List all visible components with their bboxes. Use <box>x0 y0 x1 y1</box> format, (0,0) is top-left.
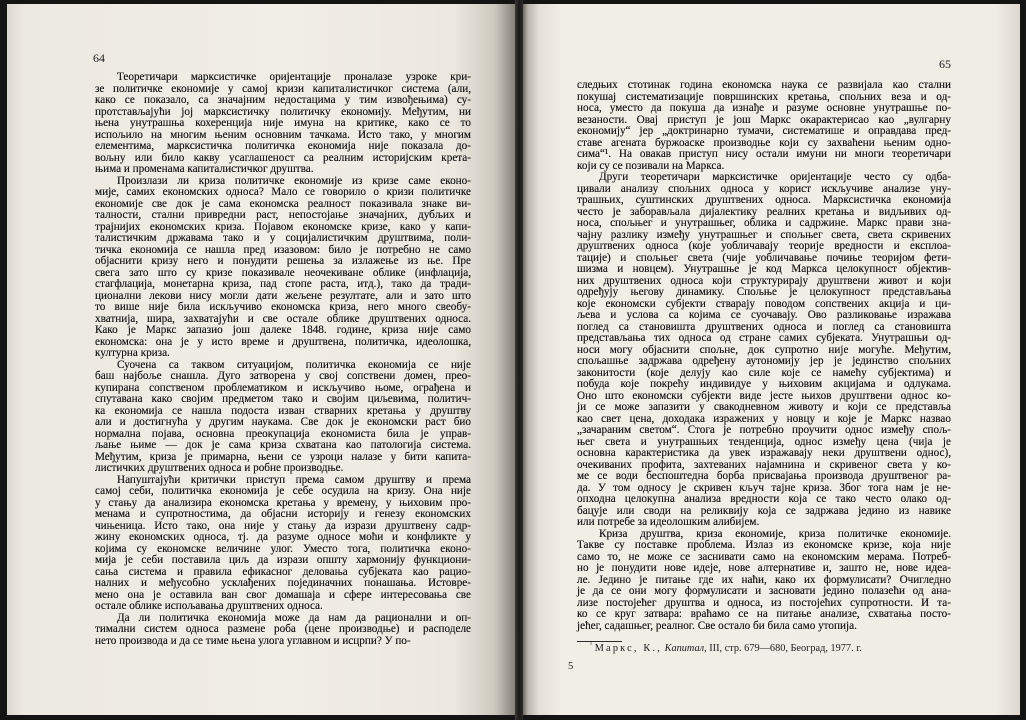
text-line: покушај систематизације површинских кретања, спољних веза и од- <box>577 90 951 103</box>
text-line: поглед са становишта друштвених односа и поглед са становишта <box>577 320 951 333</box>
text-line: протстављајући јој марксистичку политичку економију. Међутим, ни <box>95 105 471 118</box>
text-line: самој себи, политичка економија је себе осудила на кризу. Она није <box>95 485 471 497</box>
text-line: спутавана како својим предметом тако и својим циљевима, политич- <box>95 393 471 405</box>
text-line: очекиваних профита, захтеваних најамнина и скривеног света у ко- <box>577 458 951 471</box>
text-line: везаности. Овај приступ је још Маркс окарактерисао као „вулгарну <box>577 113 951 126</box>
text-line: Теоретичари марксистичке оријентације проналазе узроке кри- <box>117 71 471 83</box>
text-line: љање њиме — док је сама криза схватана као патологија система. <box>95 439 471 451</box>
signature-mark: 5 <box>568 661 574 672</box>
text-line: листичких друштвених односа и робне производње. <box>95 462 344 474</box>
text-line: који су се позивали на Маркса. <box>577 159 725 172</box>
text-line: нето производа и да се тиме њена улога углавном и исцрпи? У по- <box>95 634 411 647</box>
footnote-title: Капитал <box>664 643 705 654</box>
text-line: остале облике испољавања друштвених односа. <box>95 600 323 612</box>
text-line: којима су економске величине улог. Уместо тога, политичка еконо- <box>95 542 471 555</box>
text-line: Напуштајући критички приступ према самом друштву и према <box>117 473 471 486</box>
text-line: ле. Једино је питање где их наћи, како их формулисати? Очигледно <box>577 573 951 586</box>
text-line: трашњих, суштинских друштвених односа. Марксистичка економија <box>577 194 951 206</box>
text-line: хватнија, шира, захватајући и све остале облике друштвених односа. <box>95 312 471 325</box>
text-line: љева и услова са којима се суочавају. Ово разликовање изражава <box>577 309 951 321</box>
text-line: да. У том односу је скривен кључ тајне криза. Због тога нам је не- <box>577 481 951 494</box>
text-line: јећег, садашњег, реалног. Све остало би била само утопија. <box>577 619 857 632</box>
text-line: како се показало, са значајним недостацима у тим извођењима) су- <box>95 94 471 106</box>
paragraph <box>95 475 471 613</box>
body-text <box>95 72 471 647</box>
text-line: носи могу објаснити спољне, док супротно није могуће. Међутим, <box>577 343 951 356</box>
footnote <box>590 640 862 655</box>
text-line: лизе постојећег друштва и односа, из постојећих супротности. И та- <box>577 596 951 609</box>
text-line: Оно што економски субјекти виде јесте њихов друштвени однос ко- <box>577 389 951 402</box>
footnote-author: Маркс, К., <box>594 643 663 654</box>
text-line: свега зато што су кризе показивале неочекиване облике (инфлација, <box>95 266 471 279</box>
text-line: жину економских односа, тј. да разуме односе моћи и конфликте у <box>95 531 471 543</box>
text-line: менама и супротностима, да објасни историју и генезу економских <box>95 508 471 520</box>
text-line: носа, спољњег и унутрашњег, облика и садржине. Маркс прави зна- <box>577 217 951 229</box>
text-line: ка економија се нашла подоста изван стварних кретања у друштву <box>95 404 471 417</box>
text-line: мено она је оставила ван свог домашаја и сфере интересовања све <box>95 588 471 601</box>
footnote-marker: ¹ <box>590 640 593 649</box>
text-line: објаснити кризу него и понудити решења за излажење из ње. Пре <box>95 255 471 267</box>
text-line: у стању да анализира економска кретања у времену, у њиховим про- <box>95 496 471 509</box>
text-line: економије све док је сама економска реалност показивала знаке ви- <box>95 197 471 210</box>
text-line: Међутим, криза је примарна, њени се узроци налазе у бити капита- <box>95 450 471 463</box>
text-line: њег света и унутрашњих тенденција, однос између цена (чија је <box>577 435 951 448</box>
left-page <box>7 4 515 715</box>
text-line: економска: она је у исто време и друштвена, политичка, идеолошка, <box>95 335 471 348</box>
text-line: одређују његову динамику. Спољње је целокупност представљања <box>577 286 951 298</box>
text-line: основна карактеристика да увек изражавају неки друштвени однос), <box>577 447 951 459</box>
text-line: опходна целокупна анализа вредности која се тако често олако од- <box>577 493 951 505</box>
book-gutter <box>515 0 523 720</box>
paragraph <box>577 529 951 633</box>
text-line: сања система и правила ефикасног деловања субјеката као рацио- <box>95 565 471 578</box>
text-line: Да ли политичка економија може да нам да рационални и оп- <box>117 611 471 624</box>
text-line: стагфлација, монетарна криза, пад стопе раста, итд.), тако да тради- <box>95 278 471 290</box>
text-line: али и достигнућа у другим наукама. Све док је економски раст био <box>95 416 471 428</box>
text-line: цивали анализу спољних односа у корист искључиве анализе уну- <box>577 182 951 195</box>
text-line: је да се они могу формулисати и засновати једино полазећи од ана- <box>577 585 951 597</box>
text-line: тације) и спољњег света (чије уобличавање почиње теоријом фети- <box>577 251 951 264</box>
footnote-details: , III, стр. 679—680, Београд, 1977. г. <box>704 643 862 654</box>
text-line: ме се води беспоштедна борба присвајања производа друштвеног ра- <box>577 470 951 482</box>
text-line: ционални лекови нису могли дати жељене резултате, али и зато што <box>95 289 471 302</box>
text-line: често је заборављала дијалектику реалних кретања и видљивих од- <box>577 205 951 218</box>
paragraph <box>95 360 471 475</box>
text-line: следњих стотинак година економска наука се развијала као стални <box>577 79 951 91</box>
text-line: као свет цена, доходака изражених у новцу и које је Маркс назвао <box>577 412 951 425</box>
text-line: елементима, марксистичка политичка економија није показала до- <box>95 140 471 152</box>
right-page <box>523 4 1020 715</box>
text-line: Суочена са таквом ситуацијом, политичка економија се није <box>117 358 471 371</box>
text-line: законитости (које делују као силе које се намећу субјектима) и <box>577 366 951 379</box>
footnote-rule <box>577 641 622 642</box>
text-line: представљања тих односа од стране самих субјеката. Унутрашњи од- <box>577 332 951 344</box>
text-line: њена унутрашња кохеренција није имуна на критике, како се то <box>95 117 471 129</box>
text-line: баш најбоље снашла. Дуго затворена у свој сопствени домен, прео- <box>95 370 471 382</box>
text-line: ставе агената буржоаске производње који су захваћени њеним одно- <box>577 136 951 149</box>
text-line: Такве су поставке проблема. Излаз из економске кризе, која није <box>577 539 951 551</box>
text-line: спољашње задржава одређену аутономију јер је јединство спољних <box>577 355 951 367</box>
text-line: тимални систем односа размене роба (цене производње) и расподеле <box>95 623 471 635</box>
text-line: тичка економија се нашла пред изазовом: било је потребно не само <box>95 243 471 256</box>
body-text <box>577 80 951 632</box>
page-number: 64 <box>93 51 105 65</box>
text-line: талистичким државама тако и у социјалистичким друштвима, поли- <box>95 232 471 244</box>
text-line: носа, уместо да покуша да изнађе и разуме основне унутрашње по- <box>577 102 951 114</box>
text-line: шизма и новцем). Унутрашње је код Маркса целокупност објектив- <box>577 263 951 275</box>
paragraph <box>577 172 951 529</box>
text-line: испољило на многим њеним основним тачкама. Исто тако, у многим <box>95 128 471 141</box>
text-line: мија је себи поставила циљ да изрази општу хармонију функциони- <box>95 554 471 566</box>
text-line: Како је Маркс запазио још далеке 1848. године, криза није само <box>95 324 471 336</box>
text-line: чињеница. Исто тако, она није у стању да изрази друштвену садр- <box>95 519 471 532</box>
text-line: које економски субјекти стварају поводом сопствених акција и ци- <box>577 297 951 310</box>
paragraph <box>577 80 951 172</box>
paragraph <box>95 613 471 648</box>
text-line: побуда које покрећу индивидуе у њиховим акцијама и одлукама. <box>577 378 951 390</box>
text-line: сима“¹. На овакав приступ нису остали имуни ни многи теоретичари <box>577 148 951 160</box>
text-line: налних и међусобно усклађених појединачних понашања. Истовре- <box>95 577 471 589</box>
text-line: зе политичке економије у самој кризи капиталистичког система (али, <box>95 82 471 95</box>
text-line: купирана сопственом проблематиком и искључиво њоме, ограђена и <box>95 381 471 394</box>
paragraph <box>95 72 471 176</box>
text-line: Криза друштва, криза економије, криза политичке економије. <box>599 527 951 540</box>
text-line: то више није била искључиво економска криза, него много свеобу- <box>95 301 471 313</box>
text-line: них друштвених односа који структурирају друштвени живот и који <box>577 274 951 287</box>
text-line: ко се круг затвара: враћамо се на питање анализе, схватања посто- <box>577 608 951 620</box>
text-line: „зачараним светом“. Стога је потребно проучити однос између спољ- <box>577 424 951 436</box>
text-line: мије, самих економских односа? Мало се говорило о кризи политичке <box>95 186 471 198</box>
page-number: 65 <box>939 57 951 71</box>
text-line: или потребе за идеолошким алибијем. <box>577 516 760 528</box>
text-line: Други теоретичари марксистичке оријентације често су одба- <box>599 171 951 183</box>
text-line: но је понудити нове идеје, нове алтернативе и, зашто не, нове идеа- <box>577 562 951 574</box>
text-line: економију“ јер „доктринарно тумачи, систематише и оправдава пред- <box>577 125 951 137</box>
text-line: нормална појава, основна преокупација економиста била је управ- <box>95 427 471 440</box>
text-line: чајну разлику између унутрашњег и спољњег света, света скривених <box>577 228 951 241</box>
text-line: трајнијих економских криза. Појавом економске кризе, како у капи- <box>95 220 471 233</box>
text-line: вољну или било какву усаглашеност са реалним историјским крета- <box>95 151 471 164</box>
text-line: талности, стални привредни раст, непостојање значајних, дубљих и <box>95 209 471 221</box>
text-line: културна криза. <box>95 347 170 359</box>
text-line: њима и променама капиталистичког друштва. <box>95 163 314 175</box>
paragraph <box>95 176 471 360</box>
text-line: само то, не може се заснивати само на економским мерама. Потреб- <box>577 550 951 563</box>
text-line: ји се може запазити у свакодневном животу и који се представља <box>577 401 951 413</box>
text-line: бацује или своди на реликвију која се задржава једино из навике <box>577 504 951 517</box>
text-line: друштвених односа (које уобличавају теорије вредности и експлоа- <box>577 240 951 252</box>
text-line: Произлази ли криза политичке економије из кризе саме еконо- <box>117 174 471 187</box>
